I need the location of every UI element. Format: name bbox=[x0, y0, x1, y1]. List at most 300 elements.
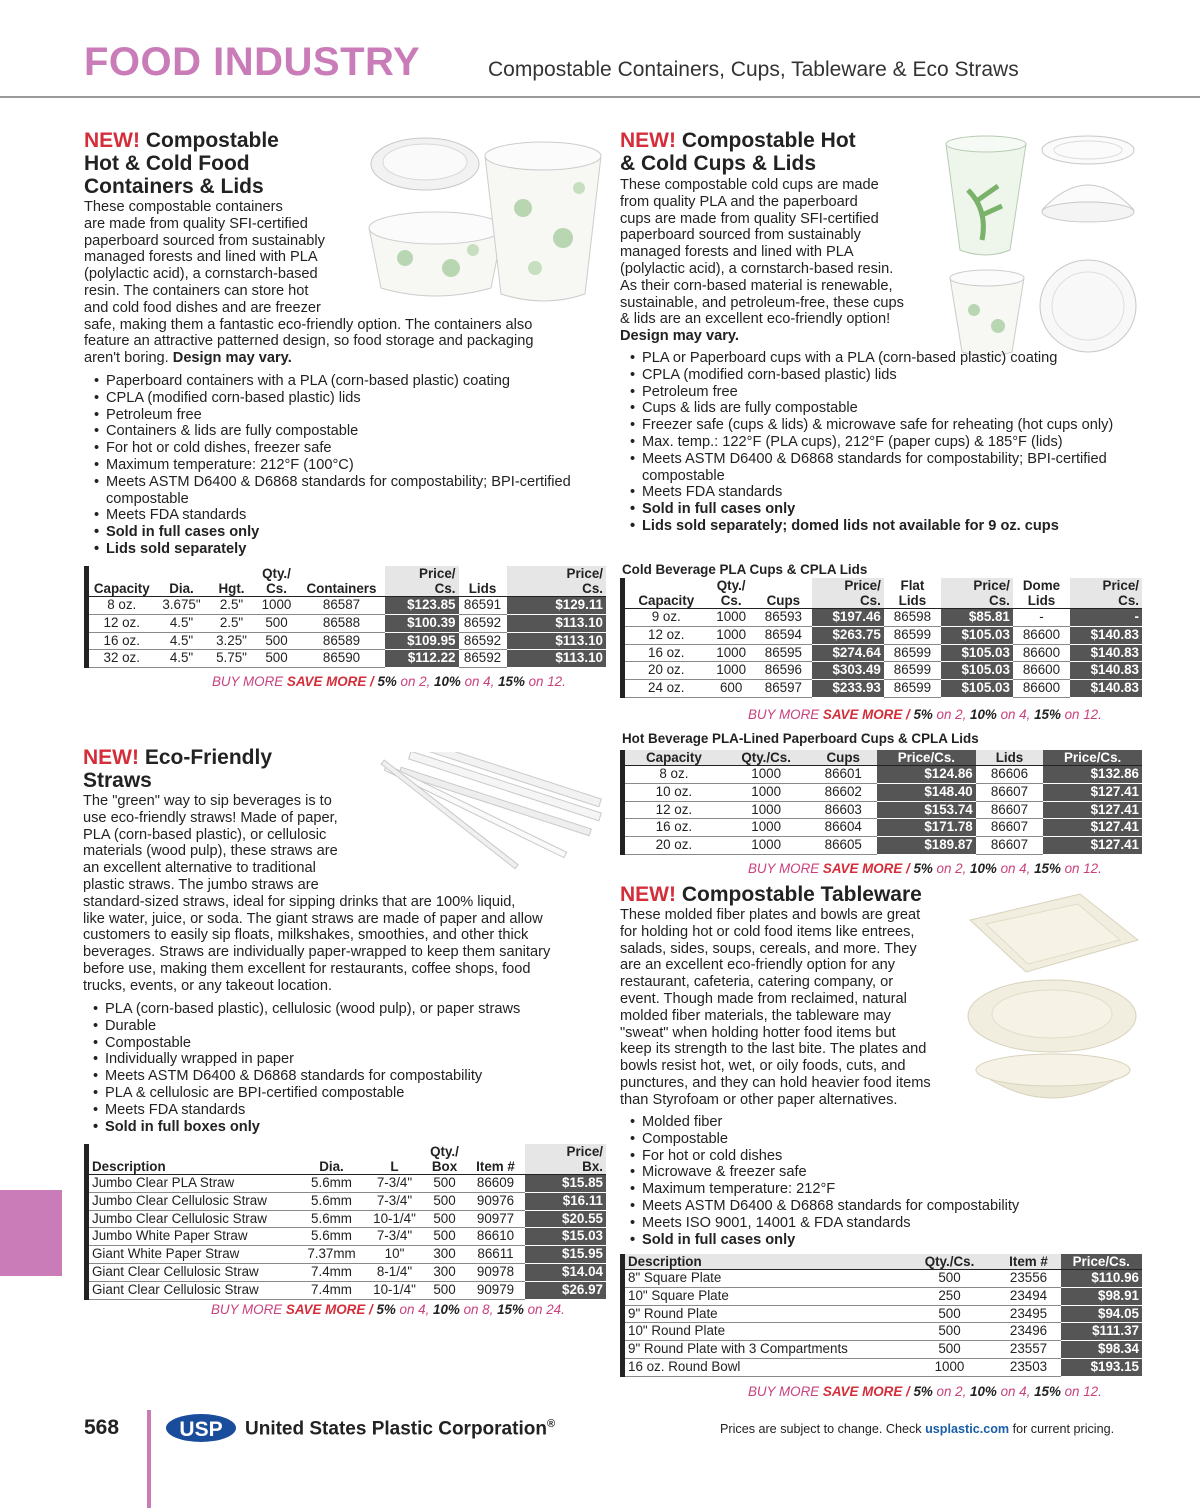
table-cell: 86592 bbox=[459, 632, 507, 650]
discount-pct: 5% bbox=[913, 1384, 933, 1399]
column-header-text: Lids bbox=[1027, 593, 1056, 608]
table-row bbox=[87, 1210, 607, 1228]
description-line: standard-sized straws, ideal for sipping drinks that are 100% liquid, bbox=[83, 893, 516, 910]
discount-pct: 10% bbox=[970, 861, 997, 876]
table-cell: 8" Square Plate bbox=[623, 1270, 903, 1288]
description-line: from quality PLA and the paperboard bbox=[620, 193, 858, 210]
description-line: feature an attractive patterned design, so food storage and packaging bbox=[84, 333, 534, 350]
discount-pct: 15% bbox=[1034, 861, 1061, 876]
tableware-description bbox=[620, 907, 970, 1109]
column-header bbox=[255, 566, 299, 597]
table-cell: $263.75 bbox=[812, 626, 884, 644]
table-cell: $15.03 bbox=[525, 1228, 607, 1246]
table-cell: 86600 bbox=[1013, 644, 1070, 662]
table-row bbox=[623, 819, 1143, 837]
containers-title-line: Hot & Cold Food bbox=[84, 152, 250, 175]
table-cell: $113.10 bbox=[507, 632, 607, 650]
table-cell: 16 oz. bbox=[623, 644, 708, 662]
column-header: Item # bbox=[467, 1144, 525, 1175]
table-cell: 10-1/4" bbox=[367, 1210, 423, 1228]
description-line: managed forests and lined with PLA bbox=[620, 244, 854, 261]
tableware-features bbox=[620, 1114, 1150, 1248]
table-row bbox=[623, 1270, 1143, 1288]
feature-item: • Compostable bbox=[620, 1131, 1150, 1148]
page-title: FOOD INDUSTRY bbox=[84, 40, 421, 84]
table-cell: 1000 bbox=[708, 626, 755, 644]
feature-item: • Paperboard containers with a PLA (corn-based plastic) coating bbox=[84, 373, 604, 390]
column-header bbox=[708, 578, 755, 609]
discount-qty: on 24. bbox=[523, 1302, 565, 1317]
cups-heading bbox=[620, 129, 930, 175]
table-cell: 1000 bbox=[903, 1358, 997, 1376]
pricing-note-text: Prices are subject to change. Check bbox=[720, 1422, 926, 1436]
table-cell: Giant White Paper Straw bbox=[87, 1246, 297, 1264]
table-row bbox=[623, 801, 1143, 819]
column-header-text: Bx. bbox=[582, 1159, 603, 1174]
table-cell: 500 bbox=[423, 1192, 467, 1210]
column-header-text: Price/ bbox=[566, 1144, 603, 1159]
discount-qty: on 4, bbox=[996, 707, 1035, 722]
table-cell: 3.675" bbox=[155, 597, 209, 615]
table-cell: Jumbo White Paper Straw bbox=[87, 1228, 297, 1246]
table-cell: $303.49 bbox=[812, 662, 884, 680]
table-cell: $109.95 bbox=[385, 632, 459, 650]
table-cell: 500 bbox=[903, 1341, 997, 1359]
containers-heading bbox=[84, 129, 374, 198]
table-cell: 86600 bbox=[1013, 662, 1070, 680]
table-cell: Jumbo Clear Cellulosic Straw bbox=[87, 1210, 297, 1228]
cups-title-line: Compostable Hot bbox=[676, 129, 856, 152]
table-row bbox=[623, 644, 1143, 662]
table-row bbox=[87, 597, 607, 615]
table-cell: 5.6mm bbox=[297, 1175, 367, 1193]
table-cell: 1000 bbox=[723, 766, 810, 784]
pricing-note bbox=[720, 1422, 1114, 1436]
description-line: beverages. Straws are individually paper-wrapped to keep them sanitary bbox=[83, 944, 551, 961]
table-cell: 7-3/4" bbox=[367, 1228, 423, 1246]
discount-pct: 10% bbox=[433, 1302, 460, 1317]
description-line: restaurant, cafeteria, catering company, or bbox=[620, 974, 894, 991]
discount-qty: on 12. bbox=[1060, 861, 1102, 876]
column-header: Qty./Cs. bbox=[903, 1254, 997, 1270]
feature-item: • Lids sold separately; domed lids not available for 9 oz. cups bbox=[620, 518, 1150, 535]
table-row bbox=[623, 609, 1143, 627]
table-row bbox=[623, 1358, 1143, 1376]
discount-qty: on 12. bbox=[1060, 1384, 1102, 1399]
table-row bbox=[87, 1192, 607, 1210]
table-cell: $100.39 bbox=[385, 614, 459, 632]
usplastic-link[interactable]: usplastic.com bbox=[925, 1422, 1010, 1436]
description-line: paperboard sourced from sustainably bbox=[620, 227, 861, 244]
table-cell: 86607 bbox=[976, 819, 1043, 837]
description-line: The "green" way to sip beverages is to bbox=[83, 793, 332, 809]
column-header: Description bbox=[87, 1144, 297, 1175]
cold-cups-table bbox=[620, 578, 1142, 698]
table-row bbox=[87, 1263, 607, 1281]
column-header: Price/Cs. bbox=[1043, 750, 1142, 766]
containers-features bbox=[84, 373, 604, 558]
description-line bbox=[84, 350, 604, 367]
table-row bbox=[87, 1281, 607, 1299]
table-cell: 86606 bbox=[976, 766, 1043, 784]
table-cell: 12 oz. bbox=[623, 626, 708, 644]
column-header-text: Qty./ bbox=[716, 578, 746, 593]
discount-qty: on 4, bbox=[996, 1384, 1035, 1399]
description-line: paperboard sourced from sustainably bbox=[84, 232, 325, 249]
buy-more-text: BUY MORE bbox=[748, 1384, 823, 1399]
column-header: Dia. bbox=[297, 1144, 367, 1175]
description-line: are made from quality SFI-certified bbox=[84, 215, 308, 232]
feature-item: • Meets FDA standards bbox=[84, 507, 604, 524]
column-header: Item # bbox=[997, 1254, 1061, 1270]
table-cell: $20.55 bbox=[525, 1210, 607, 1228]
discount-qty: on 4, bbox=[395, 1302, 434, 1317]
table-cell: 86602 bbox=[810, 783, 877, 801]
table-cell: 500 bbox=[423, 1228, 467, 1246]
usp-logo bbox=[165, 1412, 237, 1444]
column-header-text: Flat bbox=[900, 578, 925, 593]
table-cell: 1000 bbox=[708, 609, 755, 627]
table-cell: $189.87 bbox=[877, 837, 976, 855]
table-row bbox=[87, 650, 607, 668]
cold-cups-table-title: Cold Beverage PLA Cups & CPLA Lids bbox=[622, 562, 868, 577]
description-line: for holding hot or cold food items like entrees, bbox=[620, 923, 915, 940]
feature-item: • Compostable bbox=[83, 1035, 603, 1052]
table-cell: 86592 bbox=[459, 650, 507, 668]
table-cell: $26.97 bbox=[525, 1281, 607, 1299]
table-row bbox=[623, 837, 1143, 855]
feature-item: • Containers & lids are fully compostable bbox=[84, 423, 604, 440]
description-line: resin. The containers can store hot bbox=[84, 282, 309, 299]
table-cell: $113.10 bbox=[507, 614, 607, 632]
table-cell: 24 oz. bbox=[623, 680, 708, 698]
discount-pct: 5% bbox=[376, 1302, 396, 1317]
table-cell: $105.03 bbox=[941, 680, 1013, 698]
table-cell: $148.40 bbox=[877, 783, 976, 801]
table-cell: 23503 bbox=[997, 1358, 1061, 1376]
table-cell: 90976 bbox=[467, 1192, 525, 1210]
new-badge: NEW! bbox=[84, 129, 140, 152]
table-cell: 500 bbox=[255, 632, 299, 650]
table-cell: 86591 bbox=[459, 597, 507, 615]
table-cell: 86610 bbox=[467, 1228, 525, 1246]
table-cell: $113.10 bbox=[507, 650, 607, 668]
containers-table bbox=[84, 566, 606, 668]
column-header-text: Price/ bbox=[566, 566, 603, 581]
column-header-text: Box bbox=[431, 1159, 458, 1174]
description-line: managed forests and lined with PLA bbox=[84, 249, 318, 266]
feature-item: • CPLA (modified corn-based plastic) lids bbox=[620, 367, 1150, 384]
column-header: Price/Cs. bbox=[1061, 1254, 1143, 1270]
discount-qty: on 2, bbox=[396, 674, 435, 689]
table-row bbox=[87, 1228, 607, 1246]
column-header bbox=[507, 566, 607, 597]
save-more-text: SAVE MORE / bbox=[822, 861, 914, 876]
table-cell: $112.22 bbox=[385, 650, 459, 668]
column-header-text: Cs. bbox=[860, 593, 881, 608]
column-header-text: Cs. bbox=[266, 581, 287, 596]
cups-features bbox=[620, 350, 1150, 535]
containers-title-line: Compostable bbox=[140, 129, 279, 152]
feature-item: • Meets ISO 9001, 14001 & FDA standards bbox=[620, 1215, 1150, 1232]
tableware-title-line: Compostable Tableware bbox=[676, 883, 922, 906]
column-header bbox=[385, 566, 459, 597]
table-cell: $15.95 bbox=[525, 1246, 607, 1264]
tableware-table bbox=[620, 1254, 1142, 1377]
tableware-image bbox=[960, 890, 1140, 1110]
straws-table bbox=[84, 1144, 606, 1300]
table-cell: $127.41 bbox=[1043, 837, 1142, 855]
discount-qty: on 4, bbox=[996, 861, 1035, 876]
design-note: Design may vary. bbox=[172, 350, 292, 367]
column-header bbox=[884, 578, 941, 609]
table-cell: 8 oz. bbox=[623, 766, 723, 784]
table-cell: 8-1/4" bbox=[367, 1263, 423, 1281]
save-more-text: SAVE MORE / bbox=[822, 707, 914, 722]
buy-more-text: BUY MORE bbox=[212, 674, 287, 689]
table-cell: 7-3/4" bbox=[367, 1175, 423, 1193]
buy-more-text: BUY MORE bbox=[211, 1302, 286, 1317]
table-cell: 16 oz. bbox=[623, 819, 723, 837]
table-cell: 12 oz. bbox=[623, 801, 723, 819]
table-cell: 2.5" bbox=[209, 614, 255, 632]
table-cell: Jumbo Clear PLA Straw bbox=[87, 1175, 297, 1193]
new-badge: NEW! bbox=[83, 746, 139, 769]
description-line: punctures, and they can hold heavier food items bbox=[620, 1074, 931, 1091]
feature-item: • PLA (corn-based plastic), cellulosic (wood pulp), or paper straws bbox=[83, 1001, 603, 1018]
discount-pct: 10% bbox=[970, 707, 997, 722]
buy-more-text: BUY MORE bbox=[748, 707, 823, 722]
table-cell: Jumbo Clear Cellulosic Straw bbox=[87, 1192, 297, 1210]
table-cell: 32 oz. bbox=[87, 650, 155, 668]
table-row bbox=[87, 1246, 607, 1264]
table-row bbox=[623, 662, 1143, 680]
table-cell: $85.81 bbox=[941, 609, 1013, 627]
table-cell: $171.78 bbox=[877, 819, 976, 837]
new-badge: NEW! bbox=[620, 129, 676, 152]
table-cell: 90977 bbox=[467, 1210, 525, 1228]
table-cell: 1000 bbox=[723, 837, 810, 855]
table-row bbox=[623, 1323, 1143, 1341]
description-line: safe, making them a fantastic eco-friendly option. The containers also bbox=[84, 316, 533, 333]
discount-pct: 15% bbox=[1034, 707, 1061, 722]
feature-item: • Cups & lids are fully compostable bbox=[620, 400, 1150, 417]
table-cell: 86599 bbox=[884, 644, 941, 662]
table-cell: $197.46 bbox=[812, 609, 884, 627]
column-header bbox=[812, 578, 884, 609]
column-header-text: Dome bbox=[1022, 578, 1061, 593]
column-header-text: Cs. bbox=[989, 593, 1010, 608]
table-cell: 86607 bbox=[976, 801, 1043, 819]
straws-description bbox=[83, 793, 603, 995]
feature-item: • Meets FDA standards bbox=[83, 1102, 603, 1119]
column-header: Cups bbox=[755, 578, 812, 609]
column-header-text: Price/ bbox=[1102, 578, 1139, 593]
description-line: and cold food dishes and are freezer bbox=[84, 299, 321, 316]
feature-item: • Lids sold separately bbox=[84, 541, 604, 558]
feature-item: • Maximum temperature: 212°F bbox=[620, 1181, 1150, 1198]
table-row bbox=[623, 783, 1143, 801]
table-cell: 10-1/4" bbox=[367, 1281, 423, 1299]
table-cell: 5.75" bbox=[209, 650, 255, 668]
description-line: are an excellent eco-friendly option for any bbox=[620, 957, 896, 974]
discount-qty: on 2, bbox=[932, 1384, 971, 1399]
description-line: like water, juice, or soda. The giant straws are made of paper and allow bbox=[83, 910, 543, 927]
feature-item: • Meets FDA standards bbox=[620, 484, 1150, 501]
table-cell: 86592 bbox=[459, 614, 507, 632]
table-cell: $140.83 bbox=[1070, 680, 1142, 698]
description-line: an excellent alternative to traditional bbox=[83, 860, 316, 877]
save-more-text: SAVE MORE / bbox=[285, 1302, 377, 1317]
table-cell: 10" bbox=[367, 1246, 423, 1264]
table-cell: 86599 bbox=[884, 662, 941, 680]
description-line: PLA (corn-based plastic), or cellulosic bbox=[83, 826, 327, 843]
table-cell: $140.83 bbox=[1070, 662, 1142, 680]
table-cell: 9" Round Plate with 3 Compartments bbox=[623, 1341, 903, 1359]
table-cell: 9 oz. bbox=[623, 609, 708, 627]
table-row bbox=[623, 1341, 1143, 1359]
hot-cups-table bbox=[620, 750, 1142, 855]
feature-item: • Sold in full boxes only bbox=[83, 1119, 603, 1136]
table-cell: $124.86 bbox=[877, 766, 976, 784]
column-header bbox=[941, 578, 1013, 609]
table-cell: 86587 bbox=[299, 597, 385, 615]
discount-pct: 15% bbox=[498, 674, 525, 689]
buy-more-text: BUY MORE bbox=[748, 861, 823, 876]
table-cell: $15.85 bbox=[525, 1175, 607, 1193]
column-header bbox=[423, 1144, 467, 1175]
table-cell: 86597 bbox=[755, 680, 812, 698]
table-cell: $233.93 bbox=[812, 680, 884, 698]
table-cell: 86596 bbox=[755, 662, 812, 680]
column-header: Hgt. bbox=[209, 566, 255, 597]
feature-item: • Individually wrapped in paper bbox=[83, 1051, 603, 1068]
hot-cups-table-title: Hot Beverage PLA-Lined Paperboard Cups & CPLA Lids bbox=[622, 731, 979, 746]
description-line: As their corn-based material is renewable, bbox=[620, 277, 893, 294]
table-cell: 9" Round Plate bbox=[623, 1305, 903, 1323]
feature-item: • Meets ASTM D6400 & D6868 standards for compostability bbox=[620, 1198, 1150, 1215]
table-cell: $105.03 bbox=[941, 644, 1013, 662]
header-divider bbox=[0, 96, 1200, 98]
table-cell: 86589 bbox=[299, 632, 385, 650]
description-line: materials (wood pulp), these straws are bbox=[83, 843, 338, 860]
straws-title-line: Eco-Friendly bbox=[139, 746, 273, 769]
save-more-text: SAVE MORE / bbox=[286, 674, 378, 689]
discount-pct: 15% bbox=[1034, 1384, 1061, 1399]
feature-item: • CPLA (modified corn-based plastic) lids bbox=[84, 390, 604, 407]
table-cell: 86604 bbox=[810, 819, 877, 837]
cups-title-line: & Cold Cups & Lids bbox=[620, 152, 816, 175]
feature-item: • Maximum temperature: 212°F (100°C) bbox=[84, 457, 604, 474]
table-cell: $140.83 bbox=[1070, 626, 1142, 644]
column-header-text: Price/ bbox=[973, 578, 1010, 593]
table-cell: 8 oz. bbox=[87, 597, 155, 615]
table-cell: 86607 bbox=[976, 783, 1043, 801]
table-cell: 86599 bbox=[884, 626, 941, 644]
description-line: than Styrofoam or other paper alternatives. bbox=[620, 1091, 898, 1108]
table-cell: 7.4mm bbox=[297, 1281, 367, 1299]
table-cell: 23557 bbox=[997, 1341, 1061, 1359]
column-header: Price/Cs. bbox=[877, 750, 976, 766]
column-header-text: Price/ bbox=[419, 566, 456, 581]
column-header: Dia. bbox=[155, 566, 209, 597]
discount-pct: 5% bbox=[913, 861, 933, 876]
table-cell: Giant Clear Cellulosic Straw bbox=[87, 1281, 297, 1299]
table-cell: $129.11 bbox=[507, 597, 607, 615]
table-cell: $274.64 bbox=[812, 644, 884, 662]
column-header bbox=[525, 1144, 607, 1175]
column-header: L bbox=[367, 1144, 423, 1175]
table-cell: 23556 bbox=[997, 1270, 1061, 1288]
table-cell: 5.6mm bbox=[297, 1210, 367, 1228]
column-header bbox=[1070, 578, 1142, 609]
buy-more-save-more bbox=[748, 707, 1102, 722]
straws-heading bbox=[83, 746, 373, 792]
straws-features bbox=[83, 1001, 603, 1135]
description-line: (polylactic acid), a cornstarch-based bbox=[84, 266, 318, 283]
save-more-text: SAVE MORE / bbox=[822, 1384, 914, 1399]
table-cell: 300 bbox=[423, 1263, 467, 1281]
table-cell: 7.4mm bbox=[297, 1263, 367, 1281]
table-cell: 86594 bbox=[755, 626, 812, 644]
description-line: plastic straws. The jumbo straws are bbox=[83, 876, 319, 893]
table-cell: 10 oz. bbox=[623, 783, 723, 801]
table-cell: 500 bbox=[255, 650, 299, 668]
table-cell: 86600 bbox=[1013, 680, 1070, 698]
table-cell: 4.5" bbox=[155, 614, 209, 632]
cups-description bbox=[620, 177, 940, 345]
description-line: before use, making them excellent for restaurants, coffee shops, food bbox=[83, 960, 531, 977]
table-cell: 1000 bbox=[723, 801, 810, 819]
table-cell: 86593 bbox=[755, 609, 812, 627]
feature-item: • Freezer safe (cups & lids) & microwave safe for reheating (hot cups only) bbox=[620, 417, 1150, 434]
column-header-text: Qty./ bbox=[262, 566, 291, 581]
table-cell: $111.37 bbox=[1061, 1323, 1143, 1341]
description-line: keep its strength to the last bite. The plates and bbox=[620, 1041, 927, 1058]
table-cell: 10" Square Plate bbox=[623, 1287, 903, 1305]
containers-title-line: Containers & Lids bbox=[84, 175, 264, 198]
table-cell: 86590 bbox=[299, 650, 385, 668]
buy-more-save-more bbox=[211, 1302, 565, 1317]
description-line: These compostable containers bbox=[84, 199, 283, 215]
table-cell: 500 bbox=[903, 1270, 997, 1288]
usp-logo-text: USP bbox=[179, 1418, 223, 1441]
feature-item: • Microwave & freezer safe bbox=[620, 1164, 1150, 1181]
description-line: These molded fiber plates and bowls are great bbox=[620, 907, 921, 923]
discount-pct: 15% bbox=[497, 1302, 524, 1317]
buy-more-save-more bbox=[748, 861, 1102, 876]
table-row bbox=[623, 1287, 1143, 1305]
table-cell: 3.25" bbox=[209, 632, 255, 650]
table-cell: 86609 bbox=[467, 1175, 525, 1193]
table-cell: 5.6mm bbox=[297, 1228, 367, 1246]
table-cell: - bbox=[1070, 609, 1142, 627]
table-cell: $193.15 bbox=[1061, 1358, 1143, 1376]
table-cell: 86588 bbox=[299, 614, 385, 632]
table-cell: 1000 bbox=[723, 819, 810, 837]
table-cell: 23496 bbox=[997, 1323, 1061, 1341]
table-cell: 5.6mm bbox=[297, 1192, 367, 1210]
table-cell: $127.41 bbox=[1043, 783, 1142, 801]
description-text: aren't boring. bbox=[84, 350, 173, 367]
cups-lids-image bbox=[938, 130, 1138, 362]
feature-item: • Max. temp.: 122°F (PLA cups), 212°F (paper cups) & 185°F (lids) bbox=[620, 434, 1150, 451]
table-cell: $14.04 bbox=[525, 1263, 607, 1281]
table-cell: $132.86 bbox=[1043, 766, 1142, 784]
table-cell: Giant Clear Cellulosic Straw bbox=[87, 1263, 297, 1281]
table-cell: 1000 bbox=[708, 644, 755, 662]
feature-item: • Durable bbox=[83, 1018, 603, 1035]
